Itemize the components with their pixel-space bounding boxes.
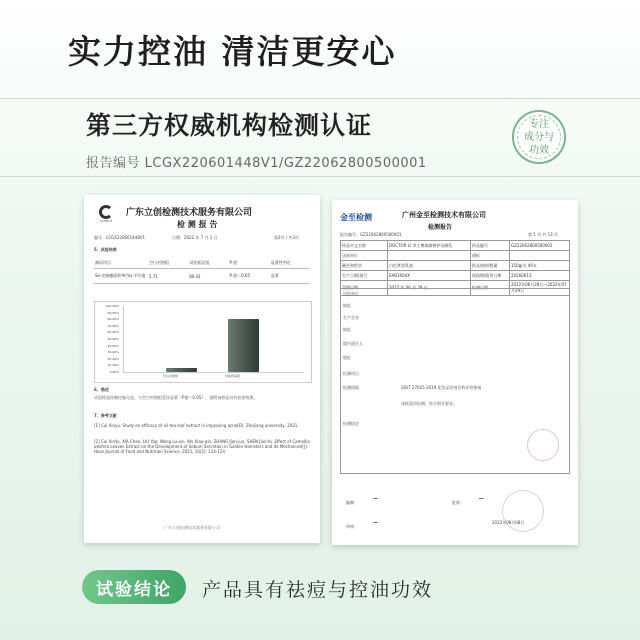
table-cell: 颜色和性状 xyxy=(341,261,388,271)
table-cell: 80.41 xyxy=(188,269,228,284)
table-cell: 2022 年 06 月 28 日 xyxy=(388,281,471,296)
signature-1: ~ xyxy=(372,494,379,503)
doc-title: 检 测 报 告 xyxy=(177,220,218,229)
chart-tick-label: 10.00% xyxy=(107,363,119,368)
table-cell: 样品编号 xyxy=(471,241,510,251)
report-sheet-right xyxy=(332,200,578,545)
doc-page-right: 第 1 页 共 13 页 xyxy=(528,232,558,237)
conclusion-text: 产品具有祛痘与控油功效 xyxy=(202,579,434,601)
company-name-right: 广州金至检测技术有限公司 xyxy=(402,211,486,219)
badge-line-3: 功效 xyxy=(529,144,549,156)
company-seal xyxy=(502,490,544,532)
chart-y-axis xyxy=(97,306,119,372)
table-cell: 检测日期 xyxy=(471,281,510,296)
badge-line-1: 专注 xyxy=(529,118,549,130)
divider-top xyxy=(0,98,640,99)
reference-item: [2] Cui XinYu, XIA Chen, LIU Yao, Wang Lu-xin, Wu Xiao-qin, ZHANG Jian-jun, SHEN Jian-fu. Effect of Camellia oleifera Leaves Extract on the Development of Sebum Secretion in Golden Hamsters and its Mechanism[J]. Hans Journal of Food and Nutrition Science, 2021, 10(2): 114-124. xyxy=(94,439,310,454)
chart-tick-label: 90.00% xyxy=(107,310,119,315)
conclusion-text-doc: 该样品经检测，符合相关要求。 xyxy=(401,401,457,406)
results-table xyxy=(94,257,310,284)
table-cell: Se·皮脂腺面积率(%)·平均值 xyxy=(94,269,148,284)
badge-line-2: 成分与 xyxy=(524,131,554,143)
table-cell: DOCTOR LI 李士博焕颜修护洁颜乳 xyxy=(388,241,471,251)
lctech-logo-icon xyxy=(99,205,113,219)
table-cell: 20260613 xyxy=(510,271,570,281)
headline: 实力控油 清洁更安心 xyxy=(68,32,397,71)
block-label: 检测结论 xyxy=(343,421,359,426)
table-cell: 样品中文名称 xyxy=(341,241,388,251)
chart-tick-label: 100.00% xyxy=(105,304,119,308)
sign-label: 审核： xyxy=(346,524,358,529)
description-text: 试验样品控制皮脂分泌，与空白对照组差异显著（P值＜0.05），说明该样品具有控油效果。 xyxy=(94,395,258,400)
block-label: 地址 xyxy=(343,355,351,360)
section-title: 第三方权威机构检测认证 xyxy=(86,111,373,140)
chart-tick-label: 50.00% xyxy=(107,337,119,341)
block-label: 境内责任人 xyxy=(343,341,363,346)
table-cell: 生产日期/批号 xyxy=(341,271,388,281)
doc-report-no-right: 报告编号：GZ22062800500001 xyxy=(340,232,402,237)
block-label: 送检单位 xyxy=(343,291,359,296)
chart-tick-label: 0.00% xyxy=(109,370,119,374)
company-name: 广东立创检测技术服务有限公司 xyxy=(126,208,253,218)
report-sheet-left xyxy=(84,195,320,543)
doc-title-right: 检测报告 xyxy=(428,224,453,231)
doc-report-no: 编号：LCGX220601448V1 xyxy=(94,235,146,240)
table-cell: 受理日期 xyxy=(341,281,388,296)
block-label: 生产企业 xyxy=(343,315,359,320)
table-header: 测试项目 xyxy=(94,257,148,269)
table-cell: 显著 xyxy=(270,269,310,284)
block-label: 地址 xyxy=(343,327,351,332)
divider-bottom xyxy=(0,176,640,177)
jinzhi-logo: 金至检测 xyxy=(340,213,372,222)
table-header: 空白对照组 xyxy=(148,257,188,269)
table-cell: 150g/支 40支 xyxy=(510,261,570,271)
table-cell xyxy=(388,251,471,261)
inspection-seal xyxy=(527,429,559,461)
brand-badge xyxy=(512,110,566,164)
chart-tick-label: 80.00% xyxy=(107,317,119,322)
bar-test-sample xyxy=(228,319,259,372)
table-header: 显著性判定 xyxy=(270,257,310,269)
section-results: 5、试验结果 xyxy=(94,247,117,252)
block-label: 检测依据 xyxy=(343,385,359,390)
table-cell: EAB1604X xyxy=(388,271,471,281)
table-header: 试验样品组 xyxy=(188,257,228,269)
table-cell: 5.71 xyxy=(148,269,188,284)
signature-2: ~ xyxy=(372,518,379,527)
chart-tick-label: 40.00% xyxy=(107,343,119,348)
table-header: P 值 xyxy=(228,257,269,269)
basis-text: GB/T 27025-2019 化妆品功效宣称评价指南 xyxy=(401,385,482,390)
chart-category-label: 试验样品组 xyxy=(225,374,241,378)
doc-footer: 广东立创检测技术服务有限公司 xyxy=(164,525,220,530)
lctech-logo-text: LCTECH xyxy=(100,219,112,223)
results-chart xyxy=(94,301,312,383)
table-cell: 保质期/限用日期 xyxy=(471,271,510,281)
table-cell: 白色膏状乳液 xyxy=(388,261,471,271)
table-cell: 送样单位 xyxy=(341,251,388,261)
chart-tick-label: 20.00% xyxy=(107,356,119,361)
signature-3: ~ xyxy=(478,494,485,503)
block-label: 地址 xyxy=(343,303,351,308)
bar-blank-control xyxy=(166,368,197,372)
table-cell: P 值＜0.05 xyxy=(228,269,269,284)
block-label: 检测项目 xyxy=(343,371,359,376)
section-description: 6、描述 xyxy=(94,387,109,392)
chart-tick-label: 30.00% xyxy=(107,350,119,355)
doc-page: 第3页 / 共3页 xyxy=(274,235,299,240)
lctech-logo xyxy=(94,205,118,225)
chart-tick-label: 60.00% xyxy=(107,330,119,335)
table-cell: 商标 xyxy=(471,251,510,261)
reference-item: [1] Cui Xinyu. Study on efficacy of oil tea leaf extract in improving acne[D]. Zhejiang university, 2021. xyxy=(94,423,299,428)
table-cell: 2022年06月28日—2022年07月29日 xyxy=(510,281,570,296)
doc-date: 日期：2022 年 7 月 1 日 xyxy=(172,235,218,240)
report-number: 报告编号 LCGX220601448V1/GZ22062800500001 xyxy=(86,156,427,171)
sign-label: 批准： xyxy=(452,500,464,505)
table-cell: GZ22062800500001 xyxy=(510,241,570,251)
table-cell xyxy=(510,251,570,261)
chart-category-label: 空白对照组 xyxy=(163,374,179,378)
info-block-table xyxy=(340,288,570,474)
chart-plot-area xyxy=(123,306,304,373)
chart-tick-label: 70.00% xyxy=(107,323,119,328)
section-references: 7、参考文献 xyxy=(94,413,117,418)
sign-label: 编制： xyxy=(346,500,358,505)
conclusion-label: 试验结论 xyxy=(82,570,186,604)
table-cell: 样品规格/数量 xyxy=(471,261,510,271)
seal-date: 2022年08月08日 xyxy=(492,520,525,525)
